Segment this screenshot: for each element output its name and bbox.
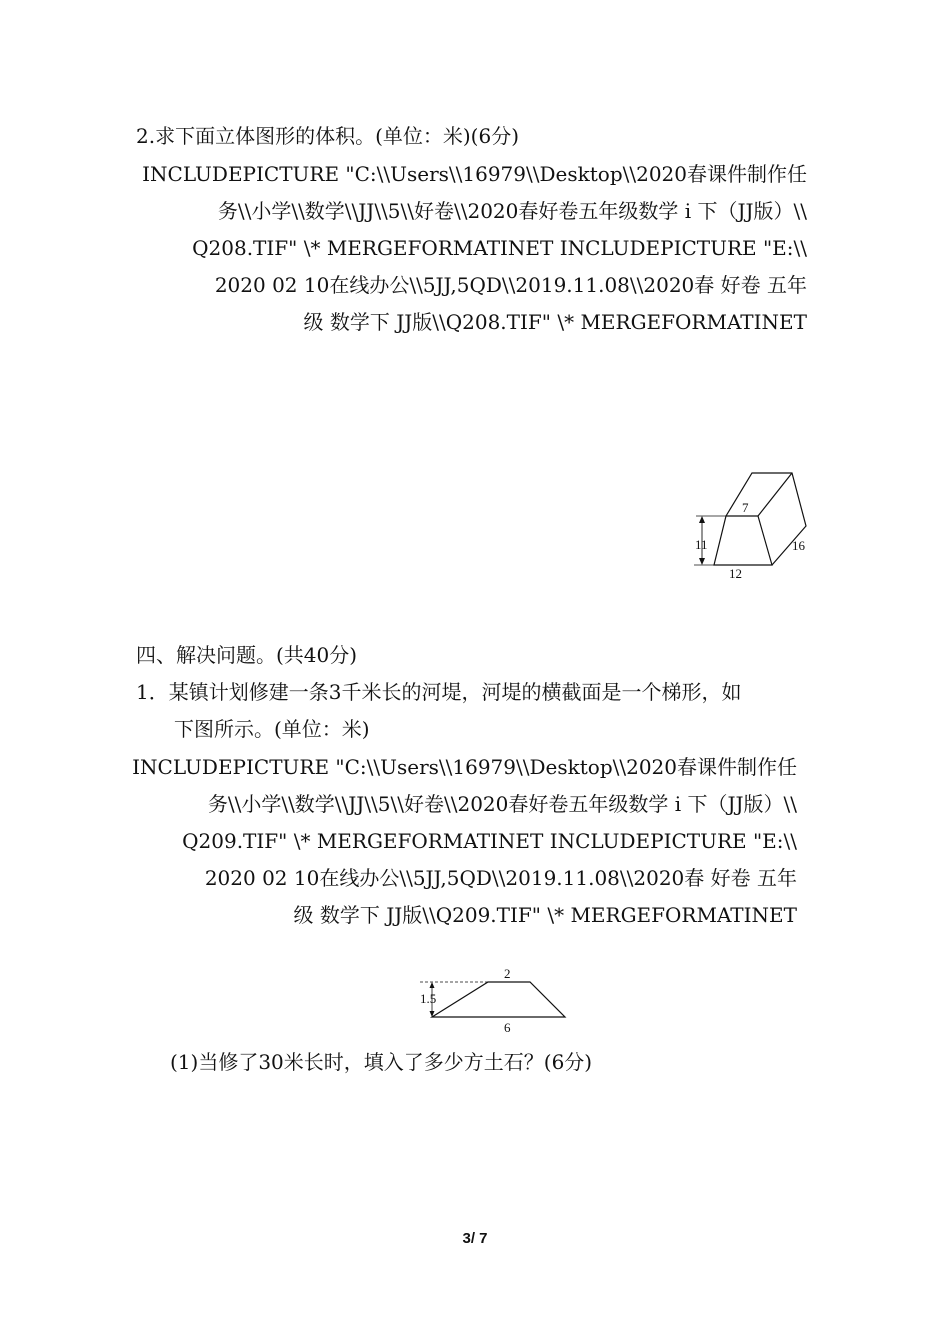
section-4-title: 四、解决问题。(共40分) — [136, 643, 358, 667]
label-length: 16 — [792, 538, 805, 553]
field-code-line: 级 数学下 JJ版\\Q209.TIF" \* MERGEFORMATINET — [293, 903, 797, 927]
field-code-line: INCLUDEPICTURE "C:\\Users\\16979\\Desktop\\2020春课件制作任 — [142, 162, 807, 186]
question-2-title: 2.求下面立体图形的体积。(单位：米)(6分) — [136, 124, 520, 148]
prism-top-edge — [758, 473, 792, 516]
label-bottom: 6 — [504, 1020, 511, 1035]
trapezoid-shape — [432, 982, 565, 1017]
field-code-line: Q208.TIF" \* MERGEFORMATINET INCLUDEPICTURE "E:\\ — [192, 236, 807, 260]
field-code-line: 2020 02 10在线办公\\5JJ,5QD\\2019.11.08\\2020春 好卷 五年 — [214, 273, 807, 297]
field-code-line: 级 数学下 JJ版\\Q208.TIF" \* MERGEFORMATINET — [303, 310, 807, 334]
label-top: 7 — [742, 500, 749, 515]
question-1-line-2: 下图所示。(单位：米) — [174, 717, 370, 741]
field-code-line: INCLUDEPICTURE "C:\\Users\\16979\\Desktop\\2020春课件制作任 — [132, 755, 797, 779]
field-code-line: 务\\小学\\数学\\JJ\\5\\好卷\\2020春好卷五年级数学 i 下（JJ版）\\ — [207, 792, 797, 816]
label-top: 2 — [504, 966, 511, 981]
arrow-down-icon — [699, 558, 705, 565]
field-code-line: Q209.TIF" \* MERGEFORMATINET INCLUDEPICTURE "E:\\ — [182, 829, 797, 853]
label-height: 11 — [695, 537, 708, 552]
sub-question-1: (1)当修了30米长时，填入了多少方土石？(6分) — [170, 1050, 593, 1074]
question-1-line-1: 1．某镇计划修建一条3千米长的河堤，河堤的横截面是一个梯形，如 — [136, 680, 742, 704]
label-height: 1.5 — [420, 991, 437, 1006]
prism-figure — [684, 462, 814, 584]
page-number: 3/ 7 — [462, 1230, 488, 1247]
field-code-line: 2020 02 10在线办公\\5JJ,5QD\\2019.11.08\\2020春 好卷 五年 — [204, 866, 797, 890]
field-code-line: 务\\小学\\数学\\JJ\\5\\好卷\\2020春好卷五年级数学 i 下（JJ版）\\ — [217, 199, 807, 223]
prism-front-face — [714, 516, 772, 565]
arrow-up-icon — [699, 516, 705, 523]
label-bottom: 12 — [729, 566, 742, 581]
arrow-up-icon — [430, 982, 435, 988]
trapezoid-cross-section-figure — [410, 962, 576, 1036]
